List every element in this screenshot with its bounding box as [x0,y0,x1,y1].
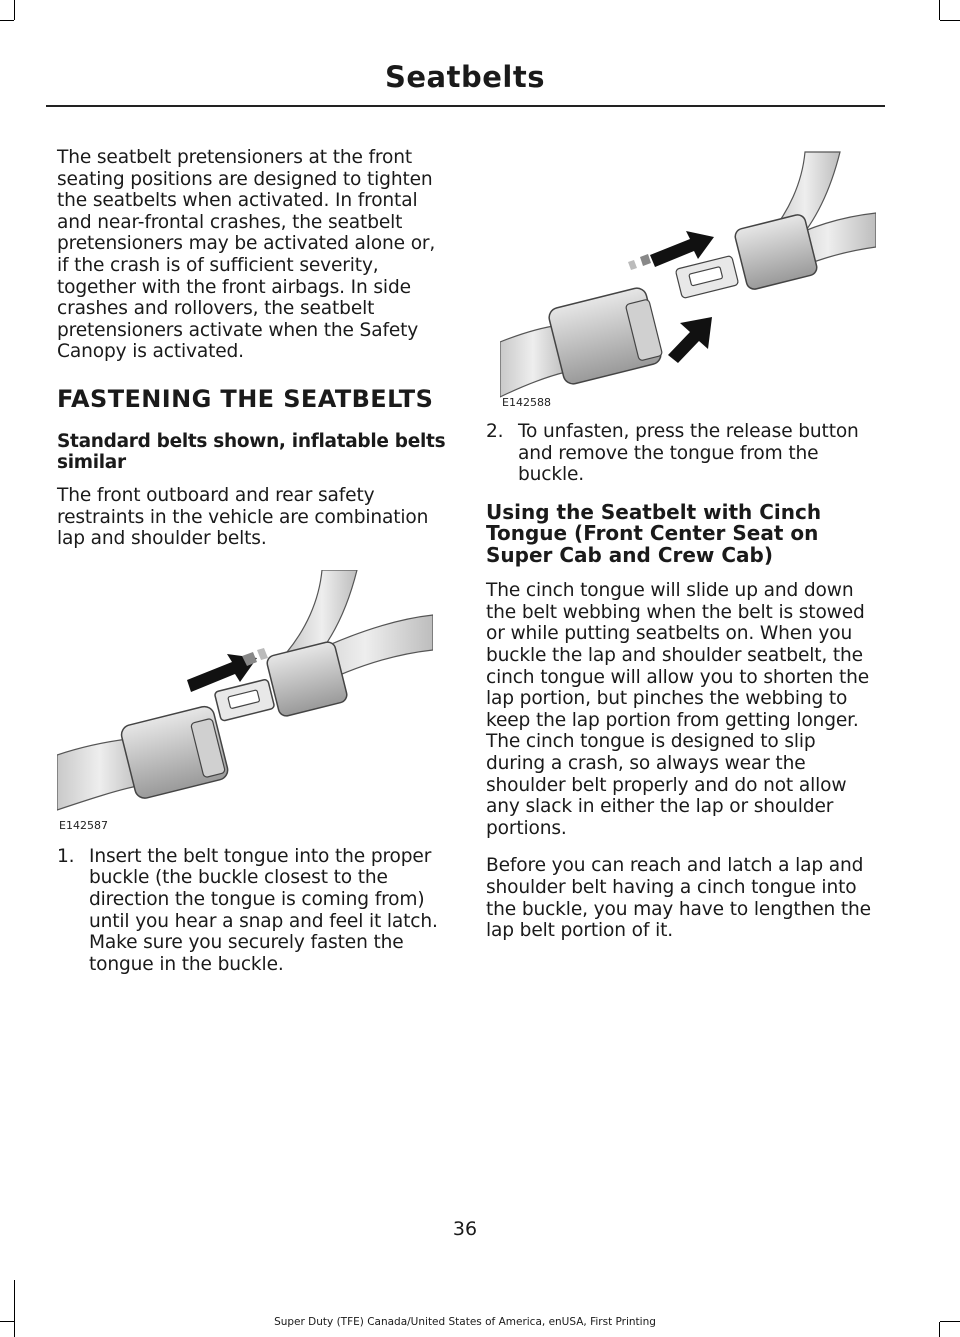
crop-mark [0,20,14,21]
step-1 [57,846,451,976]
page-title: Seatbelts [385,60,545,94]
footer-text: Super Duty (TFE) Canada/United States of America, enUSA, First Printing [274,1316,656,1328]
figure-unfasten-seatbelt [500,147,876,413]
crop-mark [14,0,15,20]
seatbelt-unfasten-illustration [500,147,876,413]
cinch-tongue-heading: Using the Seatbelt with Cinch Tongue (Front Center Seat on Super Cab and Crew Cab) [486,499,822,567]
left-column [57,147,451,991]
step-2 [486,421,880,486]
subheading: Standard belts shown, inflatable belts similar [57,430,446,473]
cinch-paragraph-2: Before you can reach and latch a lap and shoulder belt having a cinch tongue into the buckle, you may have to lengthen the lap belt portion of it. [486,855,871,942]
right-column [486,147,880,958]
figure-fasten-seatbelt [57,570,433,836]
figure-code: E142588 [502,396,551,409]
step-text: Insert the belt tongue into the proper buckle (the buckle closest to the direction the tongue is coming from) until you hear a snap and feel it latch. Make sure you securely fasten the tongue in the buckle. [89,845,438,975]
page-number: 36 [452,1218,478,1240]
cinch-paragraph-1: The cinch tongue will slide up and down the belt webbing when the belt is stowed or while putting seatbelts on. When you buckle the lap and shoulder seatbelt, the cinch tongue will allow you to shorten the lap portion, but pinches the webbing to keep the lap portion from getting longer. The cinch tongue is designed to slip during a crash, so always wear the shoulder belt properly and do not allow any slack in either the lap or shoulder portions. [486,580,870,839]
step-number: 1. [57,845,75,867]
step-text: To unfasten, press the release button and remove the tongue from the buckle. [518,421,859,486]
step-number: 2. [486,421,504,442]
crop-mark [940,20,960,21]
seatbelt-fasten-illustration [57,570,433,836]
header-divider [46,105,885,107]
crop-mark [939,1322,940,1337]
figure-code: E142587 [59,818,108,832]
crop-mark [940,1321,960,1322]
section-heading: FASTENING THE SEATBELTS [57,384,434,413]
intro-paragraph: The seatbelt pretensioners at the front seating positions are designed to tighten the seatbelts when activated. In frontal and near-frontal crashes, the seatbelt pretensioners may be activated alone or, if the crash is of sufficient severity, together with the front airbags. In side crashes and rollovers, the seatbelt pretensioners activate when the Safety Canopy is activated. [57,147,436,363]
crop-mark [14,1280,15,1337]
crop-mark [939,0,940,20]
body-paragraph: The front outboard and rear safety restraints in the vehicle are combination lap and shoulder belts. [57,484,429,550]
